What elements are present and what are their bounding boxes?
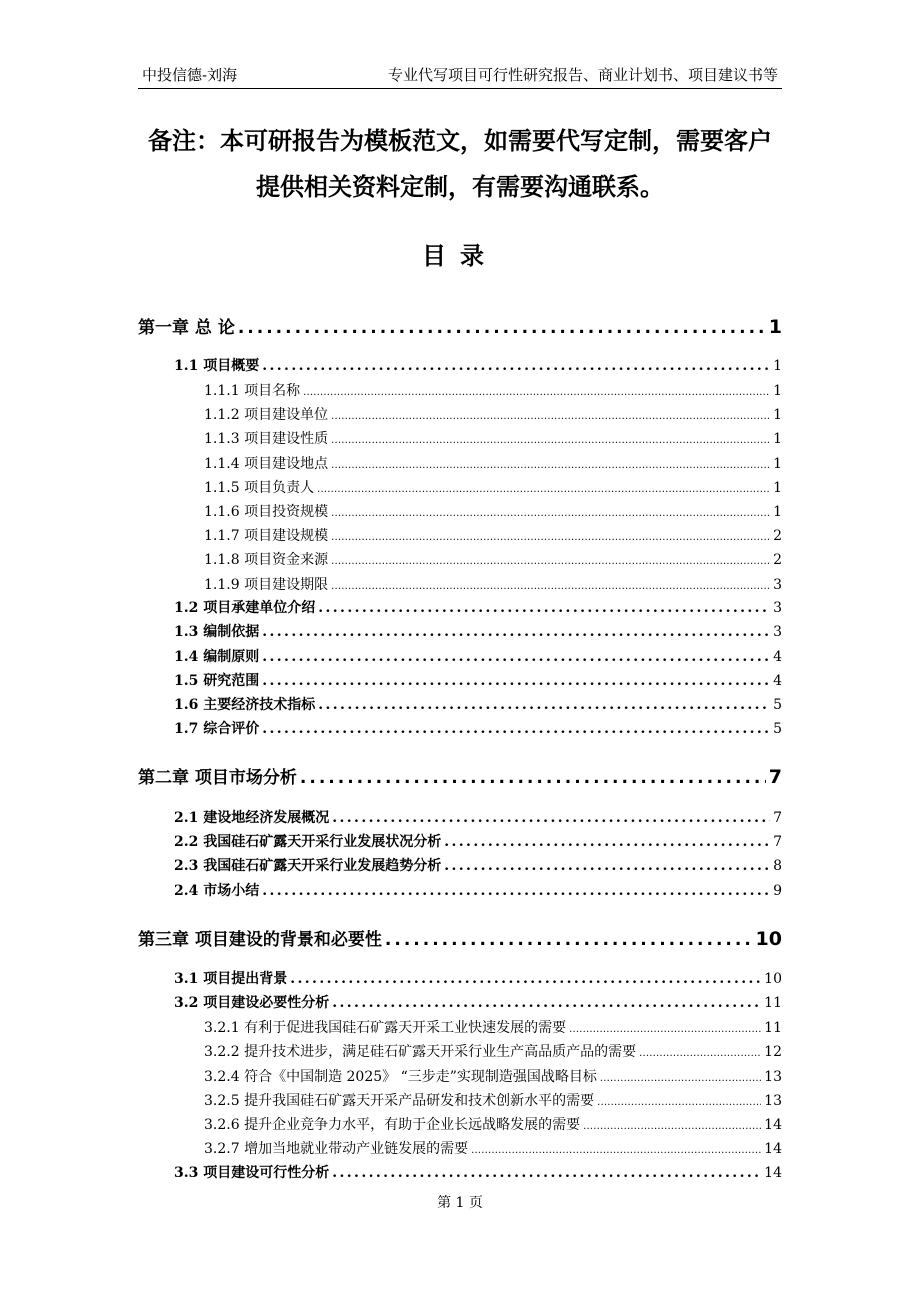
toc-entry-page: 7 [773, 834, 782, 850]
toc-entry-level-2[interactable] [138, 694, 782, 714]
toc-entry-page: 9 [773, 883, 782, 899]
toc-dot-leader [331, 508, 770, 519]
toc-entry-level-3[interactable] [138, 1138, 782, 1158]
toc-entry-level-2[interactable] [138, 880, 782, 900]
toc-entry-page: 4 [773, 649, 782, 665]
toc-dot-leader [332, 995, 761, 1011]
toc-entry-page: 2 [773, 528, 782, 544]
toc-entry-page: 14 [764, 1165, 782, 1181]
header-author: 中投信德-刘海 [142, 66, 238, 84]
toc-entry-title: 3.2.5 提升我国硅石矿露天开采产品研发和技术创新水平的需要 [204, 1093, 595, 1109]
toc-entry-page: 3 [773, 600, 782, 616]
toc-entry-page: 13 [764, 1093, 782, 1109]
note-line-1: 备注：本可研报告为模板范文，如需要代写定制，需要客户 [148, 127, 772, 155]
toc-entry-title: 第一章 总 论 [138, 318, 235, 338]
toc-entry-page: 1 [773, 480, 782, 496]
toc-dot-leader [238, 318, 766, 338]
toc-dot-leader [318, 600, 770, 616]
toc-entry-page: 5 [773, 721, 782, 737]
toc-title: 目录 [422, 242, 498, 270]
toc-entry-title: 1.3 编制依据 [174, 624, 260, 640]
toc-dot-leader [318, 697, 770, 713]
toc-entry-title: 3.3 项目建设可行性分析 [174, 1165, 330, 1181]
toc-entry-title: 3.2.4 符合《中国制造 2025》 “三步走”实现制造强国战略目标 [204, 1069, 597, 1085]
toc-entry-page: 14 [764, 1117, 782, 1133]
toc-entry-title: 2.2 我国硅石矿露天开采行业发展状况分析 [174, 834, 442, 850]
toc-entry-page: 11 [764, 995, 782, 1011]
toc-entry-level-2[interactable] [138, 670, 782, 690]
toc-entry-title: 1.1.4 项目建设地点 [204, 456, 329, 472]
toc-dot-leader [331, 435, 770, 446]
toc-entry-title: 3.2.2 提升技术进步，满足硅石矿露天开采行业生产高品质产品的需要 [204, 1044, 637, 1060]
header-slogan: 专业代写项目可行性研究报告、商业计划书、项目建议书等 [387, 66, 778, 84]
toc-entry-title: 1.1.7 项目建设规模 [204, 528, 329, 544]
toc-entry-level-2[interactable] [138, 355, 782, 375]
toc-dot-leader [290, 971, 761, 987]
page-number: 第 1 页 [437, 1195, 483, 1211]
toc-entry-page: 3 [773, 624, 782, 640]
toc-dot-leader [444, 834, 770, 850]
toc-entry-page: 2 [773, 552, 782, 568]
toc-entry-page: 4 [773, 673, 782, 689]
toc-entry-title: 第二章 项目市场分析 [138, 768, 297, 788]
toc-entry-page: 5 [773, 697, 782, 713]
toc-entry-title: 1.1.9 项目建设期限 [204, 577, 329, 593]
toc-entry-page: 1 [773, 456, 782, 472]
toc-entry-title: 2.3 我国硅石矿露天开采行业发展趋势分析 [174, 858, 442, 874]
toc-entry-level-2[interactable] [138, 992, 782, 1012]
toc-entry-title: 1.1.8 项目资金来源 [204, 552, 329, 568]
toc-entry-page: 1 [773, 431, 782, 447]
toc-entry-page: 7 [773, 810, 782, 826]
toc-dot-leader [332, 810, 770, 826]
toc-dot-leader [597, 1097, 761, 1108]
toc-entry-title: 3.2.7 增加当地就业带动产业链发展的需要 [204, 1141, 469, 1157]
toc-dot-leader [262, 649, 770, 665]
toc-entry-level-2[interactable] [138, 597, 782, 617]
toc-entry-page: 3 [773, 577, 782, 593]
toc-entry-level-2[interactable] [138, 807, 782, 827]
toc-entry-level-3[interactable] [138, 428, 782, 448]
toc-entry-level-1[interactable] [138, 313, 782, 338]
toc-entry-title: 1.1.3 项目建设性质 [204, 431, 329, 447]
toc-entry-level-2[interactable] [138, 968, 782, 988]
toc-entry-title: 2.1 建设地经济发展概况 [174, 810, 330, 826]
toc-dot-leader [331, 581, 770, 592]
toc-entry-page: 7 [768, 766, 782, 788]
toc-dot-leader [262, 358, 770, 374]
toc-dot-leader [385, 930, 753, 950]
toc-entry-level-3[interactable] [138, 501, 782, 521]
toc-entry-title: 1.4 编制原则 [174, 649, 260, 665]
template-note [138, 118, 782, 210]
toc-entry-title: 1.1.1 项目名称 [204, 383, 301, 399]
toc-entry-level-3[interactable] [138, 1090, 782, 1110]
toc-entry-page: 1 [773, 504, 782, 520]
toc-entry-page: 10 [764, 971, 782, 987]
toc-entry-level-2[interactable] [138, 646, 782, 666]
toc-entry-title: 1.5 研究范围 [174, 673, 260, 689]
toc-entry-level-3[interactable] [138, 477, 782, 497]
toc-entry-level-1[interactable] [138, 925, 782, 950]
toc-entry-title: 3.1 项目提出背景 [174, 971, 288, 987]
toc-entry-level-3[interactable] [138, 1114, 782, 1134]
toc-entry-title: 1.7 综合评价 [174, 721, 260, 737]
toc-dot-leader [303, 387, 770, 398]
toc-dot-leader [262, 721, 770, 737]
toc-entry-level-3[interactable] [138, 380, 782, 400]
toc-entry-level-3[interactable] [138, 404, 782, 424]
toc-entry-level-3[interactable] [138, 525, 782, 545]
toc-dot-leader [332, 1165, 761, 1181]
toc-entry-level-2[interactable] [138, 1162, 782, 1182]
toc-dot-leader [262, 883, 770, 899]
toc-entry-level-2[interactable] [138, 621, 782, 641]
toc-entry-title: 3.2 项目建设必要性分析 [174, 995, 330, 1011]
toc-entry-title: 1.6 主要经济技术指标 [174, 697, 316, 713]
toc-entry-page: 1 [773, 407, 782, 423]
toc-dot-leader [331, 556, 770, 567]
toc-dot-leader [444, 858, 770, 874]
toc-dot-leader [569, 1024, 761, 1035]
toc-entry-title: 1.1 项目概要 [174, 358, 260, 374]
toc-dot-leader [583, 1121, 761, 1132]
toc-entry-title: 3.2.6 提升企业竞争力水平，有助于企业长远战略发展的需要 [204, 1117, 581, 1133]
page-header [138, 62, 782, 89]
toc-entry-title: 1.2 项目承建单位介绍 [174, 600, 316, 616]
note-line-2: 提供相关资料定制，有需要沟通联系。 [256, 173, 664, 201]
toc-entry-page: 1 [773, 383, 782, 399]
toc-dot-leader [300, 768, 766, 788]
toc-entry-level-3[interactable] [138, 1066, 782, 1086]
toc-entry-level-2[interactable] [138, 831, 782, 851]
toc-dot-leader [331, 411, 770, 422]
toc-entry-title: 3.2.1 有利于促进我国硅石矿露天开采工业快速发展的需要 [204, 1020, 567, 1036]
toc-entry-title: 1.1.2 项目建设单位 [204, 407, 329, 423]
toc-dot-leader [262, 624, 770, 640]
toc-entry-title: 2.4 市场小结 [174, 883, 260, 899]
toc-entry-page: 1 [773, 358, 782, 374]
toc-entry-page: 8 [773, 858, 782, 874]
toc-entry-page: 11 [764, 1020, 782, 1036]
toc-entry-level-1[interactable] [138, 763, 782, 788]
toc-dot-leader [471, 1145, 761, 1156]
toc-entry-page: 1 [768, 316, 782, 338]
toc-dot-leader [331, 532, 770, 543]
toc-entry-level-3[interactable] [138, 549, 782, 569]
toc-entry-title: 第三章 项目建设的背景和必要性 [138, 930, 382, 950]
toc-entry-page: 10 [755, 928, 782, 950]
toc-entry-page: 12 [764, 1044, 782, 1060]
toc-entry-level-2[interactable] [138, 718, 782, 738]
toc-entry-level-3[interactable] [138, 453, 782, 473]
toc-dot-leader [600, 1073, 761, 1084]
toc-entry-level-2[interactable] [138, 855, 782, 875]
toc-entry-level-3[interactable] [138, 1041, 782, 1061]
toc-dot-leader [262, 673, 770, 689]
toc-entry-title: 1.1.6 项目投资规模 [204, 504, 329, 520]
toc-entry-page: 13 [764, 1069, 782, 1085]
toc-dot-leader [639, 1048, 761, 1059]
toc-entry-level-3[interactable] [138, 574, 782, 594]
toc-entry-page: 14 [764, 1141, 782, 1157]
toc-entry-title: 1.1.5 项目负责人 [204, 480, 315, 496]
toc-dot-leader [331, 460, 770, 471]
toc-entry-level-3[interactable] [138, 1017, 782, 1037]
toc-dot-leader [317, 484, 770, 495]
